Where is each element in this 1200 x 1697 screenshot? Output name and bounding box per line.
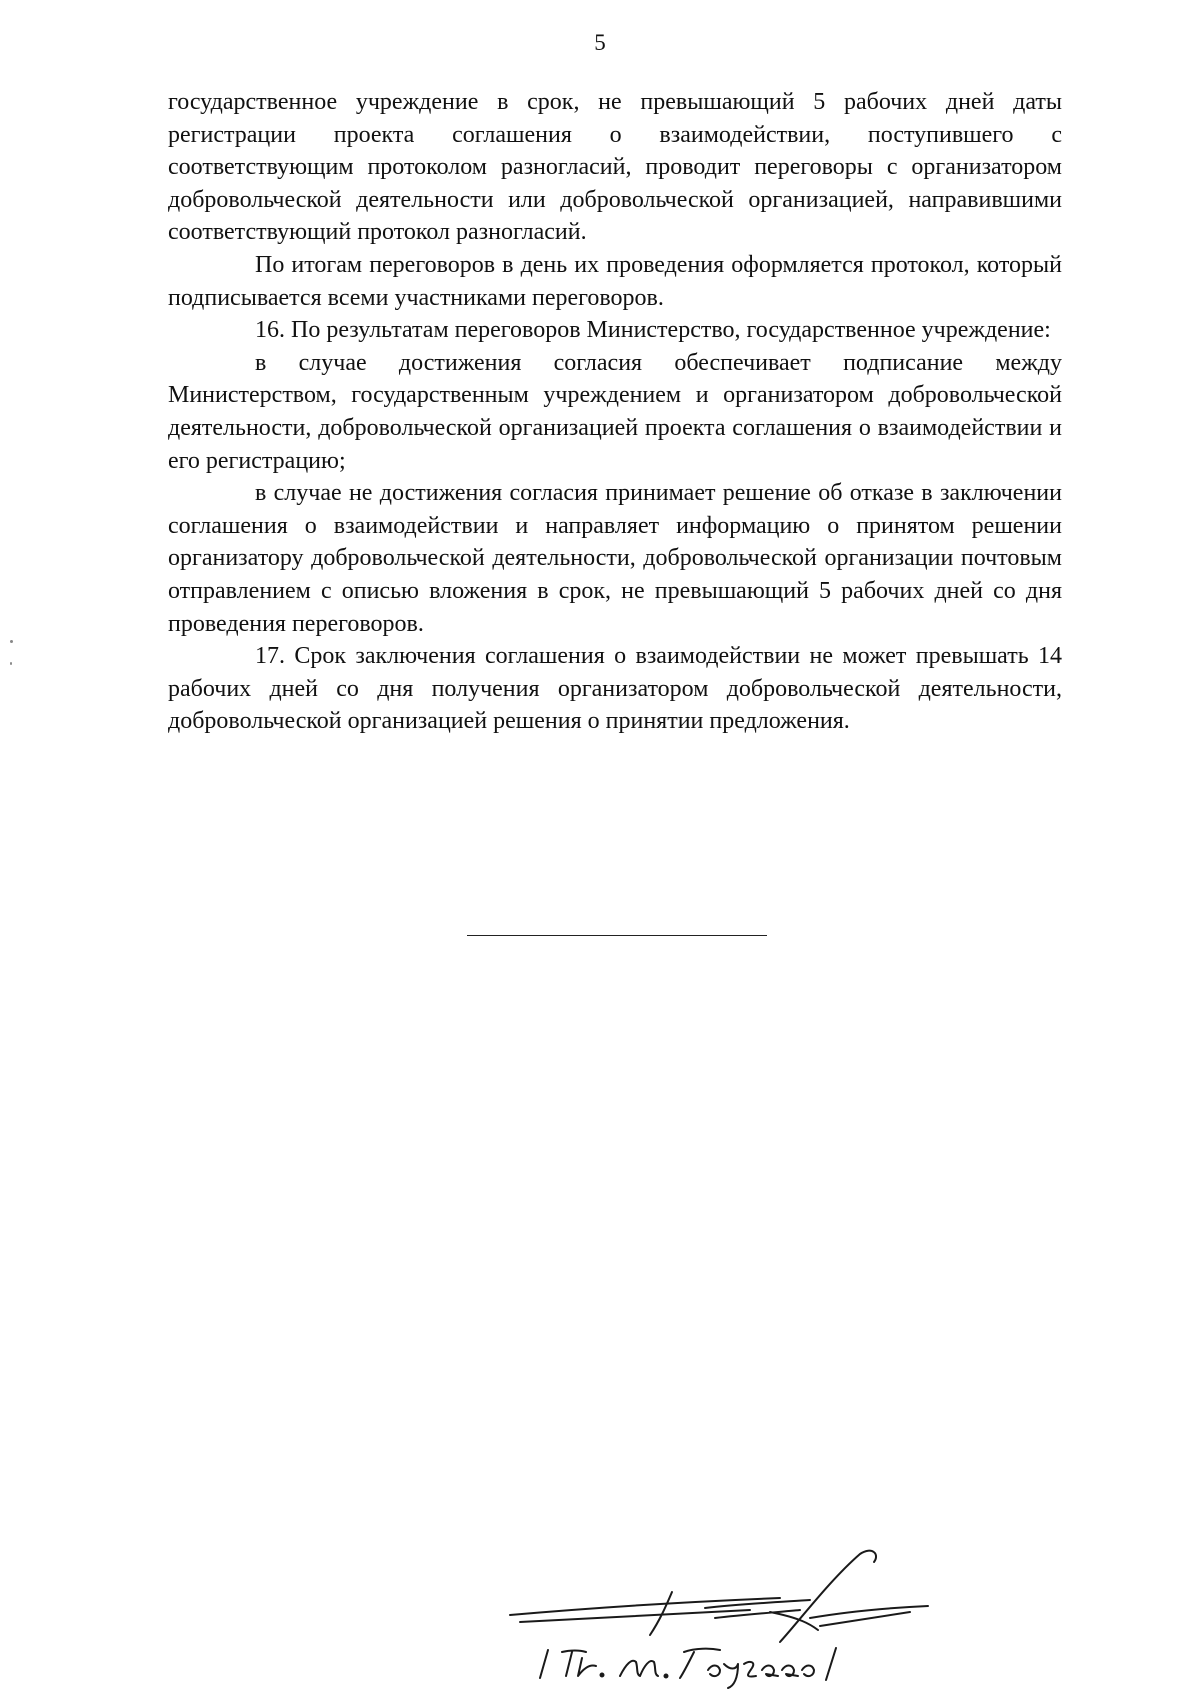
document-body [168,86,1062,738]
end-separator-line [467,935,767,936]
paragraph-agreement-reached: в случае достижения согласия обеспечивает подписание между Министерством, государственным учреждением и организатором добровольческой деятельности, добровольческой организацией проекта соглашения о взаимодействии и его регистрацию; [168,349,1062,474]
paragraph-item-16: 16. По результатам переговоров Министерство, государственное учреждение: [255,317,1051,344]
scan-speck [10,662,12,665]
paragraph-negotiation-protocol: По итогам переговоров в день их проведения оформляется протокол, который подписывается всеми участниками переговоров. [168,251,1062,311]
page-number: 5 [594,30,606,55]
handwritten-signature [480,1540,960,1690]
paragraph-agreement-not-reached: в случае не достижения согласия принимает решение об отказе в заключении соглашения о взаимодействии и направляет информацию о принятом решении организатору добровольческой деятельности, добровольческой организации почтовым отправлением с описью вложения в срок, не превышающий 5 рабочих дней со дня проведения переговоров. [168,480,1062,637]
paragraph-continuation: государственное учреждение в срок, не превышающий 5 рабочих дней даты регистрации проекта соглашения о взаимодействии, поступившего с соответствующим протоколом разногласий, проводит переговоры с организатором добровольческой деятельности или добровольческой организацией, направившими соответствующий протокол разногласий. [168,89,1062,246]
scan-speck [10,640,13,643]
paragraph-item-17: 17. Срок заключения соглашения о взаимодействии не может превышать 14 рабочих дней со дня получения организатором добровольческой деятельности, добровольческой организацией решения о принятии предложения. [168,643,1062,735]
